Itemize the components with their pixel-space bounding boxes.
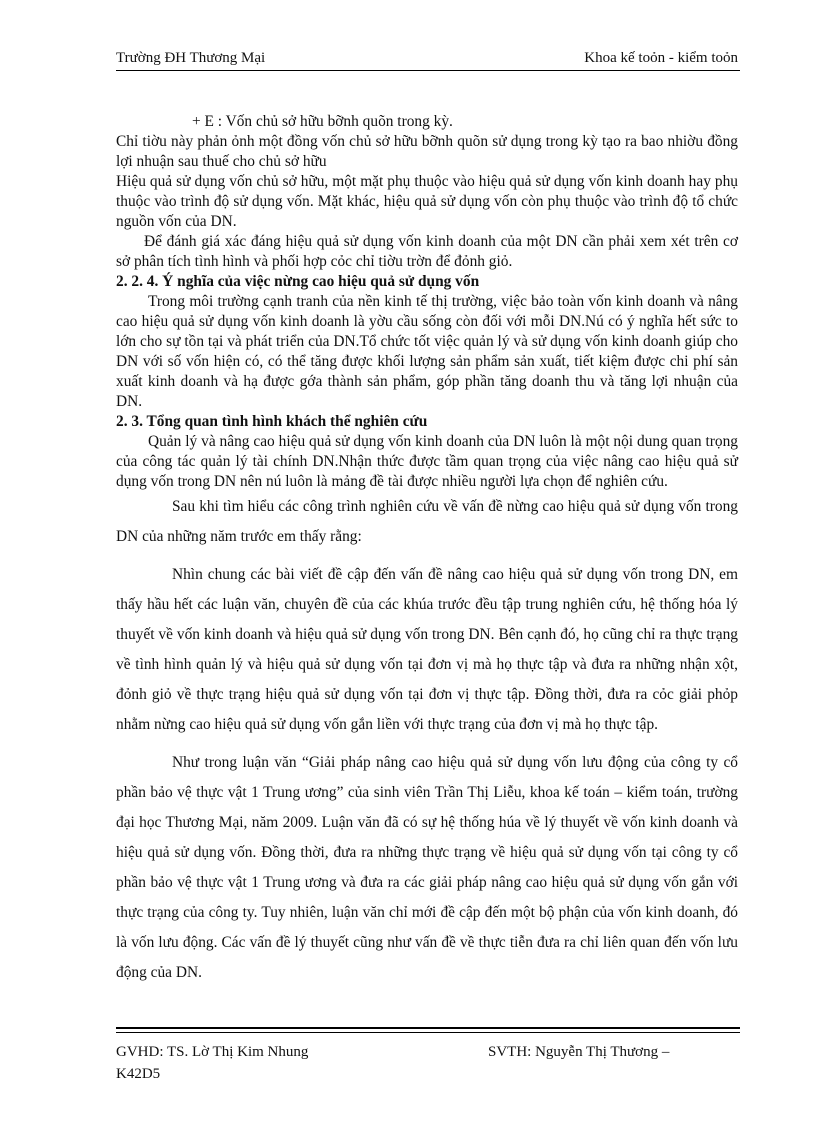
- footer-rule-thin: [116, 1032, 740, 1033]
- footer-rule-thick: [116, 1027, 740, 1029]
- header-rule: [116, 70, 740, 71]
- paragraph-evaluation: Để đánh giá xác đáng hiệu quả sử dụng vốn kinh doanh của một DN cần phải xem xét trên cơ sở phân tích tình hình và phối hợp cỏc chỉ tiờu trờn để đỏnh giỏ.: [116, 233, 738, 270]
- paragraph-research-summary: Nhìn chung các bài viết đề cập đến vấn đề nâng cao hiệu quả sử dụng vốn trong DN, em thấy hầu hết các luận văn, chuyên đề của các khúa trước đều tập trung nghiên cứu, hệ thống hóa lý thuyết về vốn kinh doanh và hiệu quả sử dụng vốn trong DN. Bên cạnh đó, họ cũng chỉ ra thực trạng về tình hình quản lý và hiệu quả sử dụng vốn tại đơn vị mà họ thực tập và đưa ra những nhận xột, đỏnh giỏ về thực trạng hiệu quả sử dụng vốn tại đơn vị thực tập. Đồng thời, đưa ra cỏc giải phỏp nhằm nừng cao hiệu quả sử dụng vốn gắn liền với thực trạng của đơn vị mà họ thực tập.: [116, 566, 738, 733]
- footer-student: SVTH: Nguyễn Thị Thương –: [488, 1044, 670, 1060]
- paragraph-overview: Quản lý và nâng cao hiệu quả sử dụng vốn kinh doanh của DN luôn là một nội dung quan trọng của công tác quản lý tài chính DN.Nhận thức được tầm quan trọng của việc nâng cao hiệu quả sử dụng vốn trong DN nên nú luôn là mảng đề tài được nhiều người lựa chọn để nghiên cứu.: [116, 433, 738, 490]
- paragraph-equity-efficiency: Hiệu quả sử dụng vốn chủ sở hữu, một mặt phụ thuộc vào hiệu quả sử dụng vốn kinh doanh hay phụ thuộc vào trình độ sử dụng vốn. Mặt khác, hiệu quả sử dụng vốn còn phụ thuộc vào trình độ tổ chức nguồn vốn của DN.: [116, 173, 738, 230]
- paragraph-indicator-meaning: Chỉ tiờu này phản ỏnh một đồng vốn chủ sở hữu bỡnh quõn sử dụng trong kỳ tạo ra bao nhiờu đồng lợi nhuận sau thuế cho chủ sở hữu: [116, 133, 738, 170]
- header-faculty: Khoa kế toỏn - kiểm toỏn: [584, 50, 738, 66]
- footer-supervisor: GVHD: TS. Lờ Thị Kim Nhung: [116, 1044, 309, 1060]
- section-heading-2-2-4: 2. 2. 4. Ý nghĩa của việc nừng cao hiệu quả sử dụng vốn: [116, 273, 480, 290]
- paragraph-research-intro: Sau khi tìm hiểu các công trình nghiên cứu về vấn đề nừng cao hiệu quả sử dụng vốn trong DN của những năm trước em thấy rằng:: [116, 498, 738, 545]
- document-body: [116, 112, 738, 988]
- paragraph-equity-definition: + E : Vốn chủ sở hữu bỡnh quõn trong kỳ.: [192, 113, 453, 130]
- footer-class: K42D5: [116, 1066, 161, 1082]
- section-heading-2-3: 2. 3. Tổng quan tình hình khách thể nghiên cứu: [116, 413, 428, 430]
- paragraph-significance: Trong môi trường cạnh tranh của nền kinh tế thị trường, việc bảo toàn vốn kinh doanh và nâng cao hiệu quả sử dụng vốn kinh doanh là yờu cầu sống còn đối với mỗi DN.Nú có ý nghĩa hết sức to lớn cho sự tồn tại và phát triển của DN.Tổ chức tốt việc quản lý và sử dụng vốn kinh doanh giúp cho DN với số vốn hiện có, có thể tăng được khối lượng sản phẩm sản xuất, tiết kiệm được chi phí sản xuất kinh doanh và hạ được gớa thành sản phẩm, góp phần tăng doanh thu và tăng lợi nhuận của DN.: [116, 293, 738, 410]
- header-school: Trường ĐH Thương Mại: [116, 50, 266, 66]
- page-header: [116, 48, 738, 70]
- paragraph-thesis-example: Như trong luận văn “Giải pháp nâng cao hiệu quả sử dụng vốn lưu động của công ty cổ phần bảo vệ thực vật 1 Trung ương” của sinh viên Trần Thị Liễu, khoa kế toán – kiểm toán, trường đại học Thương Mại, năm 2009. Luận văn đã có sự hệ thống húa về lý thuyết về vốn kinh doanh và hiệu quả sử dụng vốn. Đồng thời, đưa ra những thực trạng về hiệu quả sử dụng vốn tại công ty cổ phần bảo vệ thực vật 1 Trung ương và đưa ra các giải pháp nâng cao hiệu quả sử dụng vốn gắn với thực trạng của công ty. Tuy nhiên, luận văn chỉ mới đề cập đến một bộ phận của vốn kinh doanh, đó là vốn lưu động. Các vấn đề lý thuyết cũng như vấn đề về thực tiễn đưa ra chỉ liên quan đến vốn lưu động của DN.: [116, 754, 738, 981]
